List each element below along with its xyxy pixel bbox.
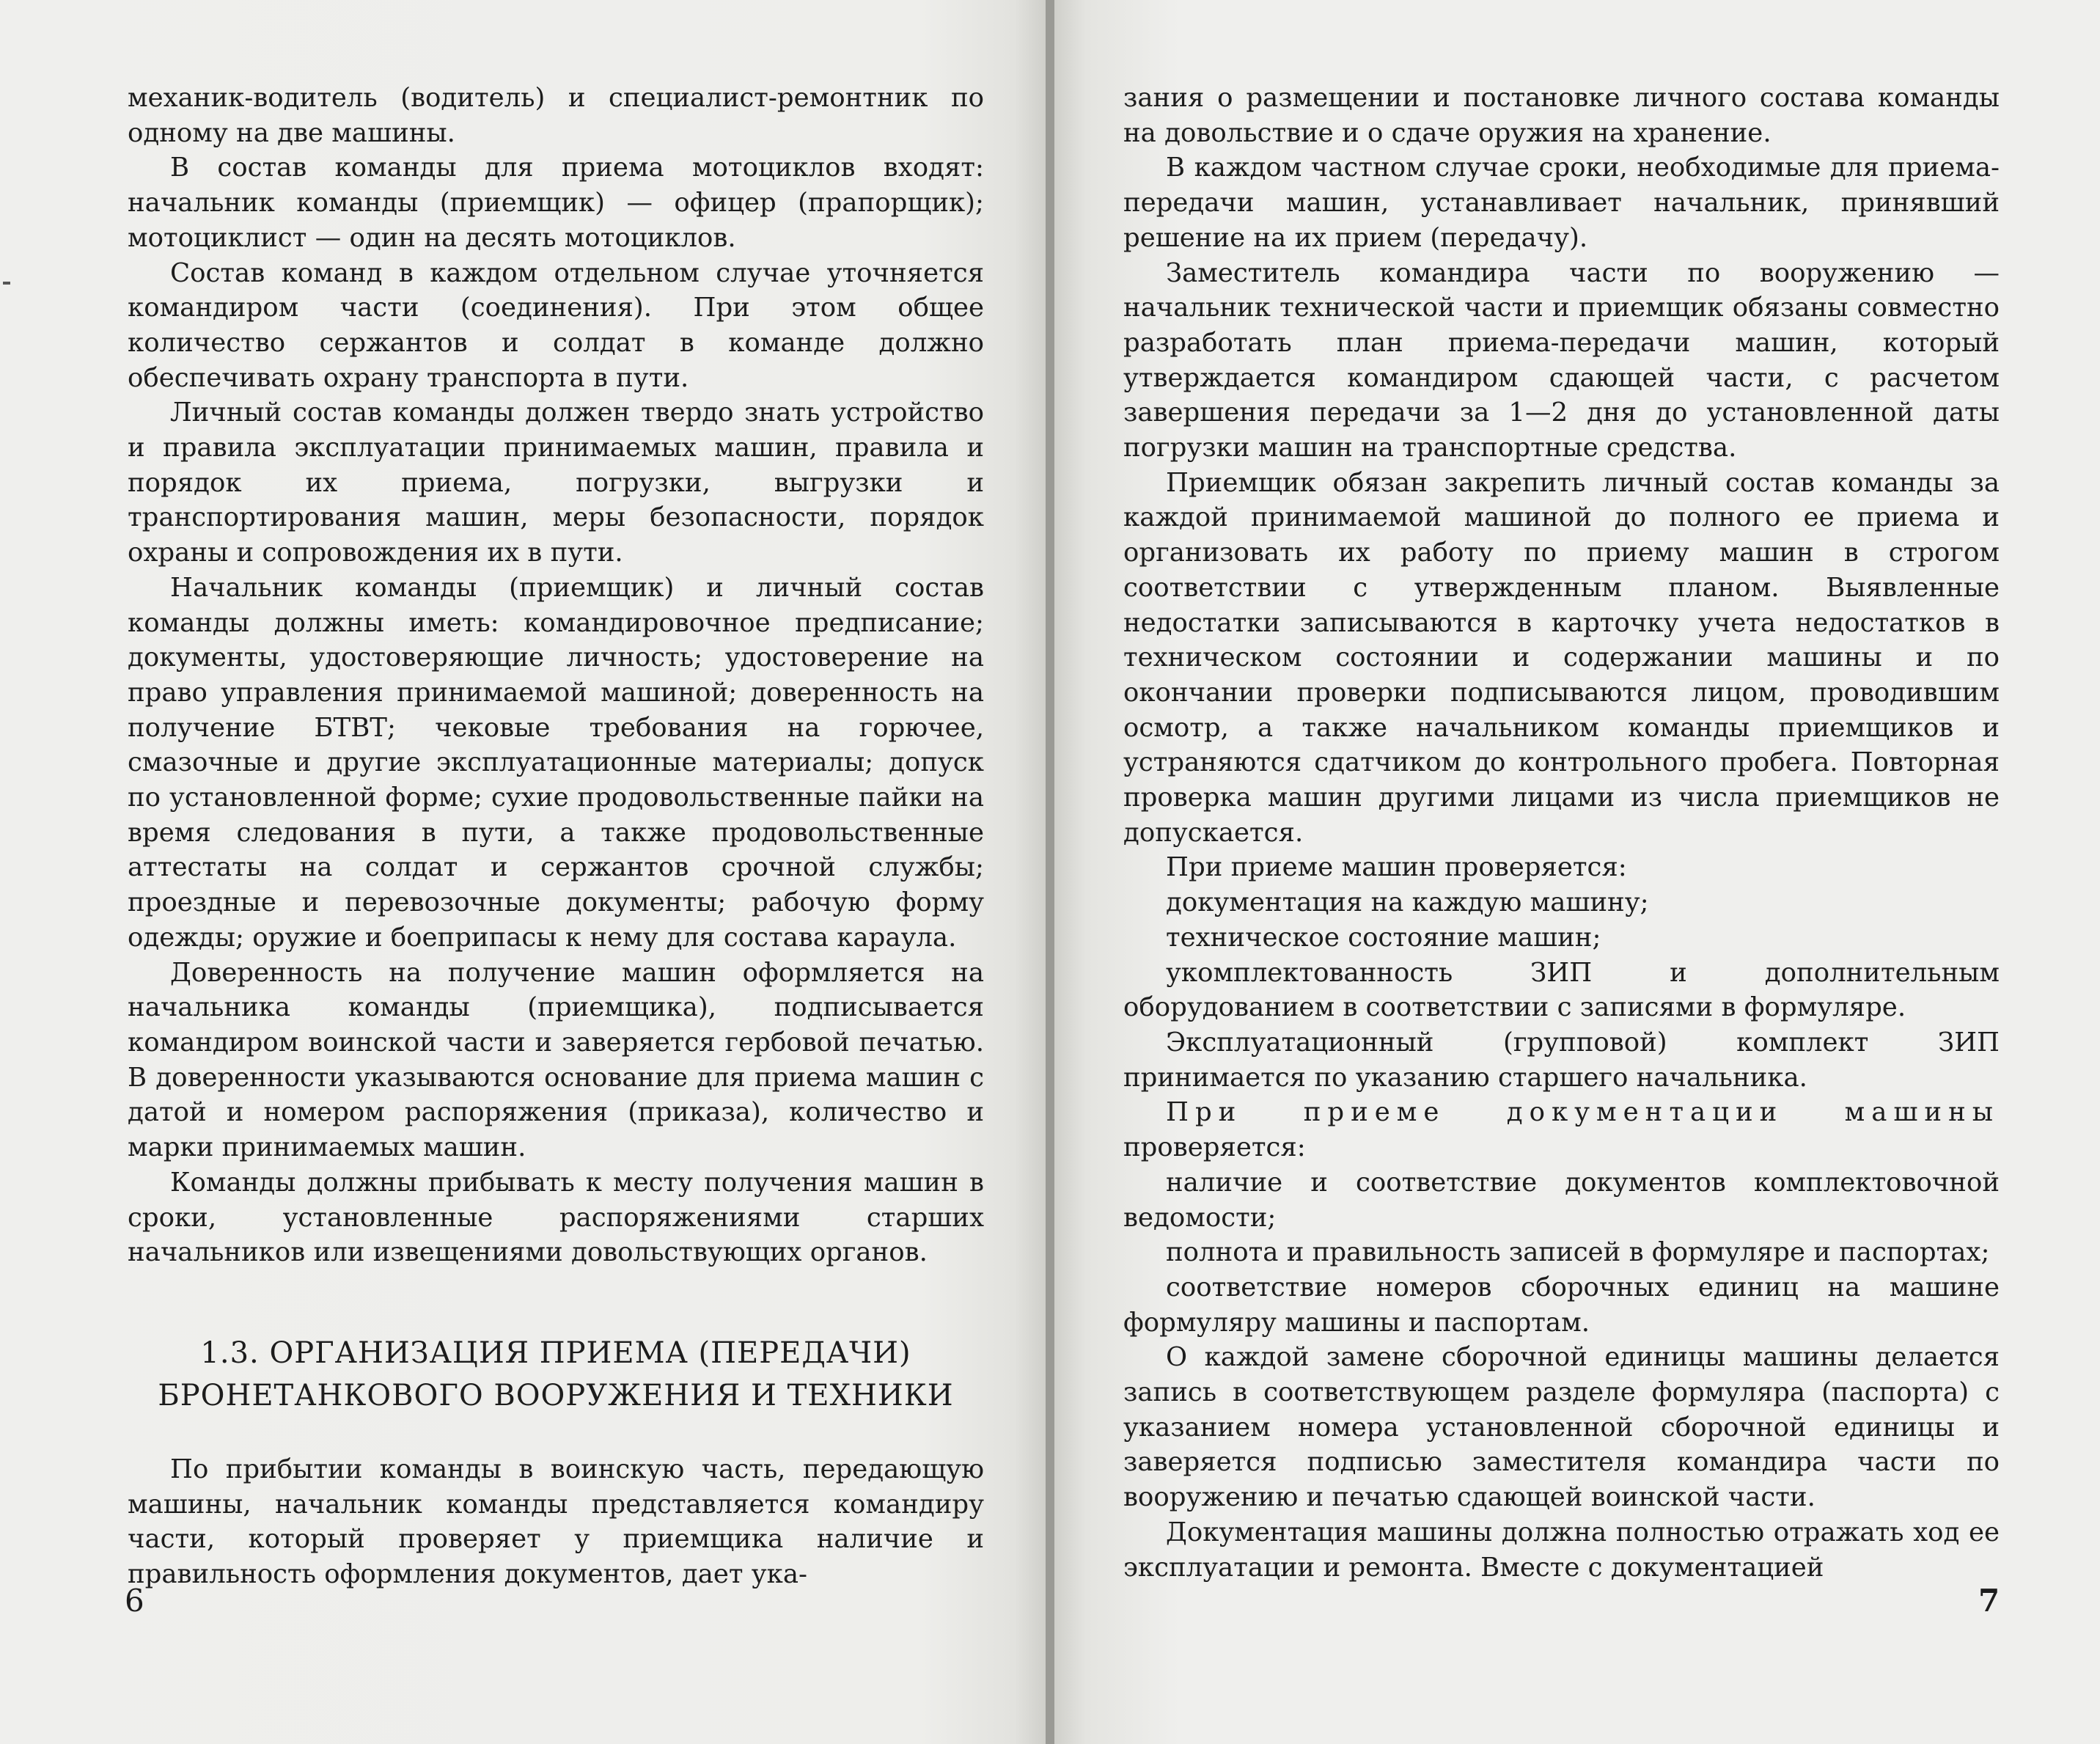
- paragraph: По прибытии команды в воинскую часть, передающую машины, начальник команды представляется командиру части, который проверяет у приемщика наличие и правильность оформления документов, дает ука-: [128, 1454, 984, 1590]
- paragraph: В каждом частном случае сроки, необходимые для приема-передачи машин, устанавливает начальник, принявший решение на их прием (передачу).: [1123, 153, 2000, 253]
- section-heading-line2: БРОНЕТАНКОВОГО ВООРУЖЕНИЯ И ТЕХНИКИ: [158, 1378, 954, 1413]
- page-number-right: 7: [1978, 1583, 2000, 1619]
- paragraph: Документация машины должна полностью отражать ход ее эксплуатации и ремонта. Вместе с документацией: [1123, 1517, 2000, 1583]
- spaced-emphasis: При приеме документации машины: [1166, 1097, 2000, 1128]
- left-text-column: [128, 81, 984, 1592]
- right-text-column: [1123, 81, 2000, 1585]
- paragraph: Эксплуатационный (групповой) комплект ЗИП принимается по указанию старшего начальника.: [1123, 1027, 2000, 1093]
- paragraph: [1123, 1095, 2000, 1165]
- left-page: [0, 0, 1046, 1744]
- list-item: соответствие номеров сборочных единиц на машине формуляру машины и паспортам.: [1123, 1272, 2000, 1338]
- paragraph: Команды должны прибывать к месту получения машин в сроки, установленные распоряжениями старших начальников или извещениями довольствующих органов.: [128, 1167, 984, 1268]
- paragraph: Заместитель командира части по вооружению — начальник технической части и приемщик обязаны совместно разработать план приема-передачи машин, который утверждается командиром сдающей части, с расчетом завершения передачи за 1—2 дня до установленной даты погрузки машин на транспортные средства.: [1123, 257, 2000, 464]
- paragraph: О каждой замене сборочной единицы машины делается запись в соответствующем разделе формуляра (паспорта) с указанием номера установленной сборочной единицы и заверяется подписью заместителя командира части по вооружению и печатью сдающей воинской части.: [1123, 1342, 2000, 1513]
- list-item: наличие и соответствие документов комплектовочной ведомости;: [1123, 1167, 2000, 1233]
- list-item: укомплектованность ЗИП и дополнительным оборудованием в соответствии с записями в формуляре.: [1123, 957, 2000, 1023]
- paragraph-tail: проверяется:: [1123, 1132, 1306, 1163]
- paragraph: зания о размещении и постановке личного состава команды на довольствие и о сдаче оружия на хранение.: [1123, 83, 2000, 148]
- list-item: документация на каждую машину;: [1166, 887, 1649, 918]
- list-item: техническое состояние машин;: [1166, 922, 1601, 953]
- book-gutter: [1046, 0, 1054, 1744]
- paragraph: Приемщик обязан закрепить личный состав команды за каждой принимаемой машиной до полного ее приема и организовать их работу по приему машин в строгом соответствии с утвержденным планом. Выявленные недостатки записываются в карточку учета недостатков в техническом состоянии и содержании машины и по окончании проверки подписываются лицом, проводившим осмотр, а также начальником команды приемщиков и устраняются сдатчиком до контрольного пробега. Повторная проверка машин другими лицами из числа приемщиков не допускается.: [1123, 467, 2000, 848]
- page-number-left: 6: [125, 1583, 144, 1619]
- margin-mark: [3, 282, 10, 285]
- section-heading: [128, 1332, 984, 1417]
- paragraph: Состав команд в каждом отдельном случае уточняется командиром части (соединения). При этом общее количество сержантов и солдат в команде должно обеспечивать охрану транспорта в пути.: [128, 257, 984, 393]
- paragraph: механик-водитель (водитель) и специалист-ремонтник по одному на две машины.: [128, 83, 984, 148]
- list-item: полнота и правильность записей в формуляре и паспортах;: [1166, 1237, 1990, 1268]
- section-heading-line1: 1.3. ОРГАНИЗАЦИЯ ПРИЕМА (ПЕРЕДАЧИ): [200, 1336, 911, 1370]
- paragraph: Начальник команды (приемщик) и личный состав команды должны иметь: командировочное предписание; документы, удостоверяющие личность; удостоверение на право управления принимаемой машиной; доверенность на получение БТВТ; чековые требования на горючее, смазочные и другие эксплуатационные материалы; допуск по установленной форме; сухие продовольственные пайки на время следования в пути, а также продовольственные аттестаты на солдат и сержантов срочной службы; проездные и перевозочные документы; рабочую форму одежды; оружие и боеприпасы к нему для состава караула.: [128, 572, 984, 953]
- paragraph: При приеме машин проверяется:: [1166, 852, 1627, 883]
- paragraph: Доверенность на получение машин оформляется на начальника команды (приемщика), подписывается командиром воинской части и заверяется гербовой печатью. В доверенности указываются основание для приема машин с датой и номером распоряжения (приказа), количество и марки принимаемых машин.: [128, 957, 984, 1163]
- paragraph: В состав команды для приема мотоциклов входят: начальник команды (приемщик) — офицер (прапорщик); мотоциклист — один на десять мотоциклов.: [128, 153, 984, 253]
- paragraph: Личный состав команды должен твердо знать устройство и правила эксплуатации принимаемых машин, правила и порядок их приема, погрузки, выгрузки и транспортирования машин, меры безопасности, порядок охраны и сопровождения их в пути.: [128, 397, 984, 568]
